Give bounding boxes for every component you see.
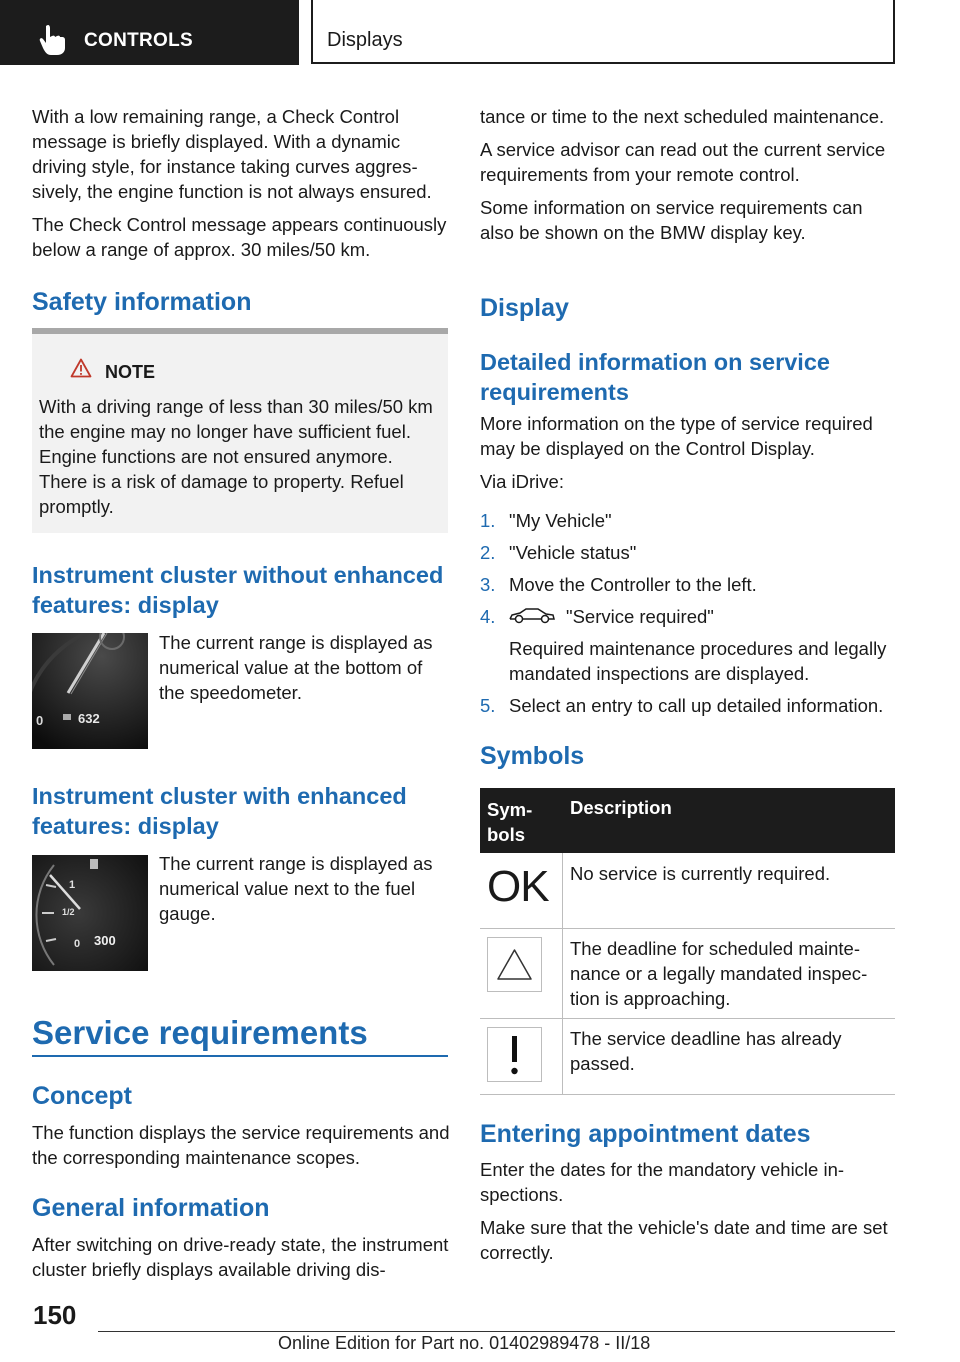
concept-heading: Concept: [32, 1082, 132, 1110]
right-intro: [480, 104, 900, 245]
step-number: 2.: [480, 542, 496, 563]
row-description: No service is currently required.: [570, 863, 831, 884]
appointment-paragraph-2: Make sure that the vehicle's date and time are set correctly.: [480, 1217, 888, 1263]
step-number: 4.: [480, 606, 496, 627]
step-text: "Vehicle status": [509, 542, 637, 563]
cluster-with-heading: Instrument cluster with enhanced features: display: [32, 783, 407, 839]
note-title: NOTE: [105, 362, 156, 382]
cluster-without-heading: Instrument cluster without enhanced features: display: [32, 562, 444, 618]
range-readout: 632: [78, 711, 100, 726]
detailed-text: More information on the type of service required may be displayed on the Control Display.: [480, 413, 873, 459]
page-number: 150: [33, 1300, 77, 1330]
symbol-box: [487, 1027, 542, 1082]
gauge-one: 1: [69, 879, 76, 891]
note-body: With a driving range of less than 30 miles/50 km the engine may no longer have sufficient fuel. Engine functions are not ensured anymore. There is a risk of damage to property. Refuel promptly.: [39, 396, 433, 517]
car-icon: [508, 607, 556, 625]
header-description: Description: [570, 797, 672, 818]
cluster-without-text: The current range is displayed as numerical value at the bottom of the speedometer.: [159, 632, 433, 703]
via-idrive: Via iDrive:: [480, 471, 564, 492]
step-number: 1.: [480, 510, 496, 531]
general-text: After switching on drive-ready state, the instrument cluster briefly displays available driving dis-: [32, 1234, 449, 1280]
step-text: Select an entry to call up detailed information.: [509, 695, 884, 716]
appointment-paragraph-1: Enter the dates for the mandatory vehicle inspections.: [480, 1159, 845, 1205]
speedometer-illustration: [32, 633, 148, 749]
concept-text: The function displays the service requirements and the corresponding maintenance scopes.: [32, 1122, 450, 1168]
appointment-heading: Entering appointment dates: [480, 1120, 811, 1148]
step-number: 5.: [480, 695, 496, 716]
table-row: [480, 853, 895, 929]
right-paragraph-1: tance or time to the next scheduled maintenance.: [480, 106, 885, 127]
step-number: 3.: [480, 574, 496, 595]
exclamation-icon: [488, 1028, 541, 1081]
hand-pointer-icon: [38, 24, 68, 56]
fuel-gauge-illustration: [32, 855, 148, 971]
service-heading: Service requirements: [32, 1014, 368, 1051]
cluster-without-image: [32, 633, 148, 749]
right-paragraph-3: Some information on service requirements can also be shown on the BMW display key.: [480, 197, 863, 243]
triangle-icon: [488, 938, 541, 991]
general-heading: General information: [32, 1194, 270, 1222]
row-description: The deadline for scheduled maintenance or a legally mandated inspection is approaching.: [570, 938, 868, 1009]
step-text: Move the Controller to the left.: [509, 574, 757, 595]
step-detail: Required maintenance procedures and legally mandated inspections are displayed.: [509, 638, 887, 684]
gauge-zero: 0: [74, 938, 81, 950]
header-symbols: Symbols: [487, 799, 533, 845]
step-text: "Service required": [566, 606, 714, 627]
step-text: "My Vehicle": [509, 510, 612, 531]
table-header: [480, 788, 895, 853]
right-paragraph-2: A service advisor can read out the current service requirements from your remote control.: [480, 139, 886, 185]
cluster-with-text: The current range is displayed as numerical value next to the fuel gauge.: [159, 853, 433, 924]
note-box: [32, 328, 448, 533]
speedometer-zero: 0: [36, 713, 44, 728]
intro-text: [32, 104, 452, 262]
section-label: CONTROLS: [84, 30, 194, 51]
table-row: [480, 929, 895, 1019]
detailed-heading: Detailed information on service requirements: [480, 349, 830, 405]
intro-paragraph-1: With a low remaining range, a Check Control message is briefly displayed. With a dynamic driving style, for instance taking curves aggressively, the engine function is not always ensured.: [32, 106, 432, 202]
symbols-heading: Symbols: [480, 742, 585, 770]
chapter-header: [311, 0, 895, 64]
warning-triangle-icon: [70, 358, 92, 378]
appointment-text: [480, 1157, 900, 1265]
display-heading: Display: [480, 294, 569, 322]
intro-paragraph-2: The Check Control message appears continuously below a range of approx. 30 miles/50 km.: [32, 214, 447, 260]
table-row: [480, 1019, 895, 1095]
ok-symbol: OK: [487, 862, 549, 911]
row-description: The service deadline has already passed.: [570, 1028, 842, 1074]
symbol-box: [487, 937, 542, 992]
edition-note: Online Edition for Part no. 01402989478 - II/18: [278, 1333, 651, 1353]
chapter-title: Displays: [327, 29, 403, 51]
footer-rule: [98, 1331, 895, 1332]
cluster-with-image: [32, 855, 148, 971]
range-readout-enhanced: 300: [94, 933, 116, 948]
section-tab: [0, 0, 299, 65]
safety-heading: Safety information: [32, 288, 252, 316]
gauge-half: 1/2: [62, 907, 75, 917]
service-heading-rule: [32, 1055, 448, 1057]
